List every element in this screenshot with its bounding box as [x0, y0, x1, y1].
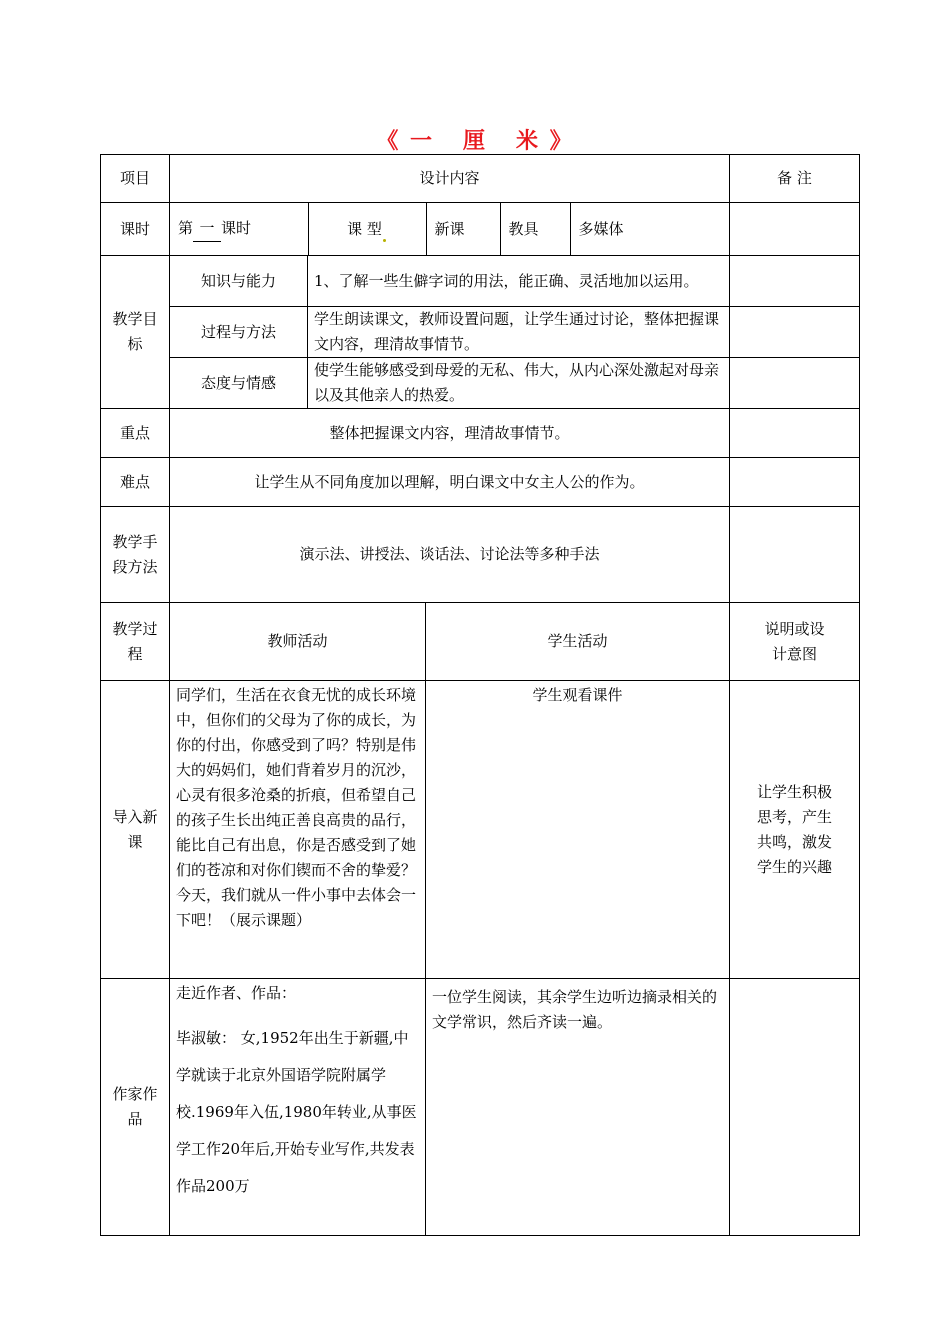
- author-label: 作家作品: [101, 979, 170, 1236]
- header-row: [101, 155, 860, 203]
- lesson-plan-table: [100, 154, 860, 1236]
- header-content: 设计内容: [170, 155, 730, 203]
- goals-label: 教学目标: [101, 256, 170, 409]
- process-header-row: [101, 603, 860, 681]
- tool-value: 多媒体: [578, 219, 624, 238]
- lesson-type-value: 新课: [426, 203, 500, 255]
- author-bio: 毕淑敏： 女,1952年出生于新疆,中学就读于北京外国语学院附属学校.1969年入伍,1980年转业,从事医学工作20年后,开始专业写作,共发表作品200万: [176, 1029, 417, 1195]
- period-notes: [730, 203, 860, 256]
- goal-name: 知识与能力: [170, 256, 308, 307]
- document-title: 《 一 厘 米 》: [376, 128, 574, 154]
- intro-teacher-activity: 同学们，生活在衣食无忧的成长环境中，但你们的父母为了你的成长，为你的付出，你感受到了吗？特别是伟大的妈妈们，她们背着岁月的沉沙，心灵有很多沧桑的折痕，但希望自己的孩子生长出纯正善良高贵的品行，能比自己有出息，你是否感受到了她们的苍凉和对你们锲而不舍的挚爱？今天，我们就从一件小事中去体会一下吧！（展示课题）: [170, 681, 426, 979]
- goal-notes: [730, 358, 860, 409]
- header-item: 项目: [101, 155, 170, 203]
- goal-notes: [730, 256, 860, 307]
- methods-row: [101, 507, 860, 603]
- goal-row-process: [101, 307, 860, 358]
- methods-label: 教学手段方法: [101, 507, 170, 603]
- intro-student-activity: 学生观看课件: [426, 681, 730, 979]
- goal-text: 1、了解一些生僻字词的用法，能正确、灵活地加以运用。: [308, 256, 730, 307]
- methods-text: 演示法、讲授法、谈话法、讨论法等多种手法: [170, 507, 730, 603]
- author-notes: [730, 979, 860, 1236]
- methods-notes: [730, 507, 860, 603]
- goal-notes: [730, 307, 860, 358]
- notes-header: 说明或设计意图: [730, 603, 860, 681]
- author-intro-heading: 走近作者、作品：: [176, 984, 297, 1002]
- period-row: [101, 203, 860, 256]
- period-number: 第 一 课时: [170, 203, 308, 255]
- author-teacher-activity: [170, 979, 426, 1236]
- goal-text: 学生朗读课文，教师设置问题，让学生通过讨论，整体把握课文内容，理清故事情节。: [308, 307, 730, 358]
- key-point-label: 重点: [101, 409, 170, 458]
- goal-row-knowledge: [101, 256, 860, 307]
- goal-name: 态度与情感: [170, 358, 308, 409]
- difficulty-label: 难点: [101, 458, 170, 507]
- author-row: [101, 979, 860, 1236]
- ink-speck: [383, 239, 386, 242]
- key-point-row: [101, 409, 860, 458]
- period-label: 课时: [101, 203, 170, 256]
- intro-row: [101, 681, 860, 979]
- tool-label: 教具: [500, 203, 570, 255]
- key-point-text: 整体把握课文内容，理清故事情节。: [170, 409, 730, 458]
- goal-name: 过程与方法: [170, 307, 308, 358]
- intro-notes: 让学生积极思考，产生共鸣，激发学生的兴趣: [730, 681, 860, 979]
- author-student-activity: 一位学生阅读，其余学生边听边摘录相关的文学常识，然后齐读一遍。: [426, 979, 730, 1236]
- teacher-activity-header: 教师活动: [170, 603, 426, 681]
- goal-row-attitude: [101, 358, 860, 409]
- difficulty-text: 让学生从不同角度加以理解，明白课文中女主人公的作为。: [170, 458, 730, 507]
- lesson-type-label: 课 型: [308, 203, 426, 255]
- intro-label: 导入新课: [101, 681, 170, 979]
- period-details: [170, 203, 730, 256]
- key-point-notes: [730, 409, 860, 458]
- difficulty-notes: [730, 458, 860, 507]
- student-activity-header: 学生活动: [426, 603, 730, 681]
- header-notes: 备 注: [730, 155, 860, 203]
- process-label: 教学过程: [101, 603, 170, 681]
- difficulty-row: [101, 458, 860, 507]
- goal-text: 使学生能够感受到母爱的无私、伟大，从内心深处激起对母亲以及其他亲人的热爱。: [308, 358, 730, 409]
